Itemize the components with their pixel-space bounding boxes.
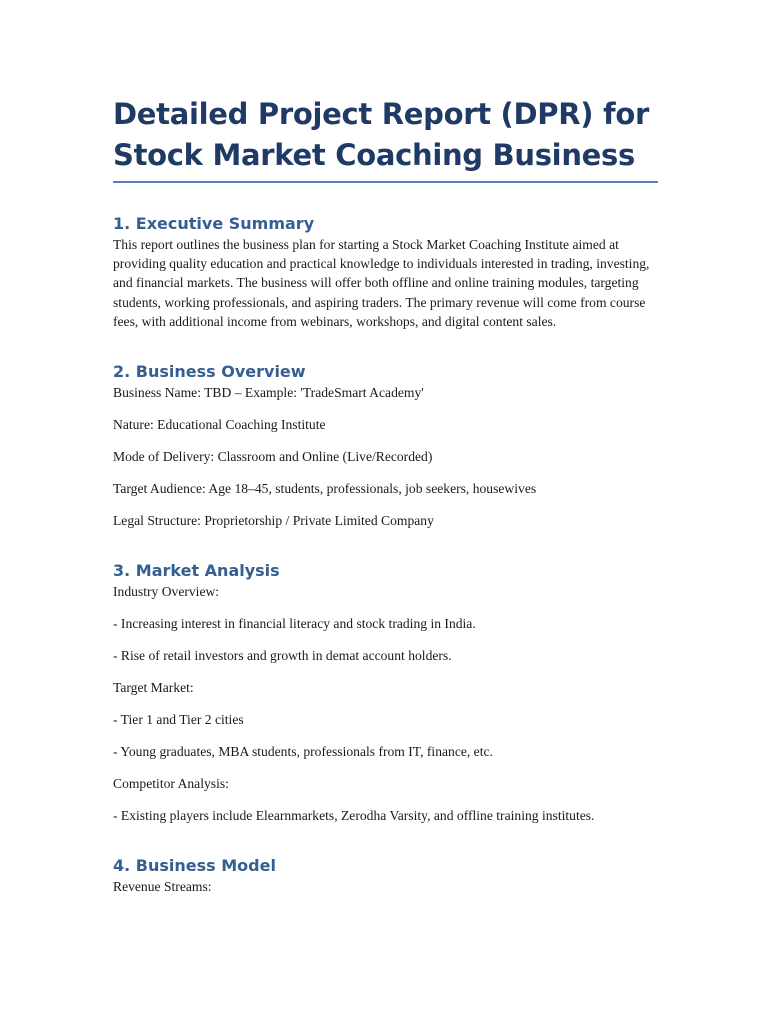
paragraph: Business Name: TBD – Example: 'TradeSmart Academy' (113, 385, 424, 401)
paragraph: Nature: Educational Coaching Institute (113, 417, 326, 433)
section-business-overview (113, 362, 658, 530)
paragraph: - Increasing interest in financial literacy and stock trading in India. (113, 616, 476, 632)
section-heading: 4. Business Model (113, 856, 276, 876)
paragraph: Target Audience: Age 18–45, students, professionals, job seekers, housewives (113, 481, 537, 497)
paragraph: - Rise of retail investors and growth in demat account holders. (113, 648, 452, 664)
paragraph: Industry Overview: (113, 584, 220, 600)
document-body (113, 94, 658, 897)
paragraph: Mode of Delivery: Classroom and Online (Live/Recorded) (113, 449, 433, 465)
section-market-analysis (113, 561, 658, 825)
section-heading: 1. Executive Summary (113, 214, 315, 233)
section-executive-summary (113, 214, 658, 331)
paragraph: - Young graduates, MBA students, professionals from IT, finance, etc. (113, 744, 493, 760)
paragraph: This report outlines the business plan for starting a Stock Market Coaching Institute aimed at providing quality education and practical knowledge to individuals interested in trading, investing, and financial markets. The business will offer both offline and online training modules, targeting students, working professionals, and aspiring traders. The primary revenue will come from course fees, with additional income from webinars, workshops, and digital content sales. (113, 237, 650, 329)
section-heading: 2. Business Overview (113, 362, 306, 382)
section-business-model (113, 856, 658, 896)
document-title: Detailed Project Report (DPR) for Stock Market Coaching Business (113, 94, 658, 183)
section-heading: 3. Market Analysis (113, 561, 280, 581)
paragraph: - Existing players include Elearnmarkets, Zerodha Varsity, and offline training institutes. (113, 808, 595, 824)
paragraph: Target Market: (113, 680, 194, 696)
paragraph: - Tier 1 and Tier 2 cities (113, 712, 244, 728)
paragraph: Competitor Analysis: (113, 776, 229, 792)
paragraph: Revenue Streams: (113, 879, 212, 895)
paragraph: Legal Structure: Proprietorship / Private Limited Company (113, 513, 434, 529)
